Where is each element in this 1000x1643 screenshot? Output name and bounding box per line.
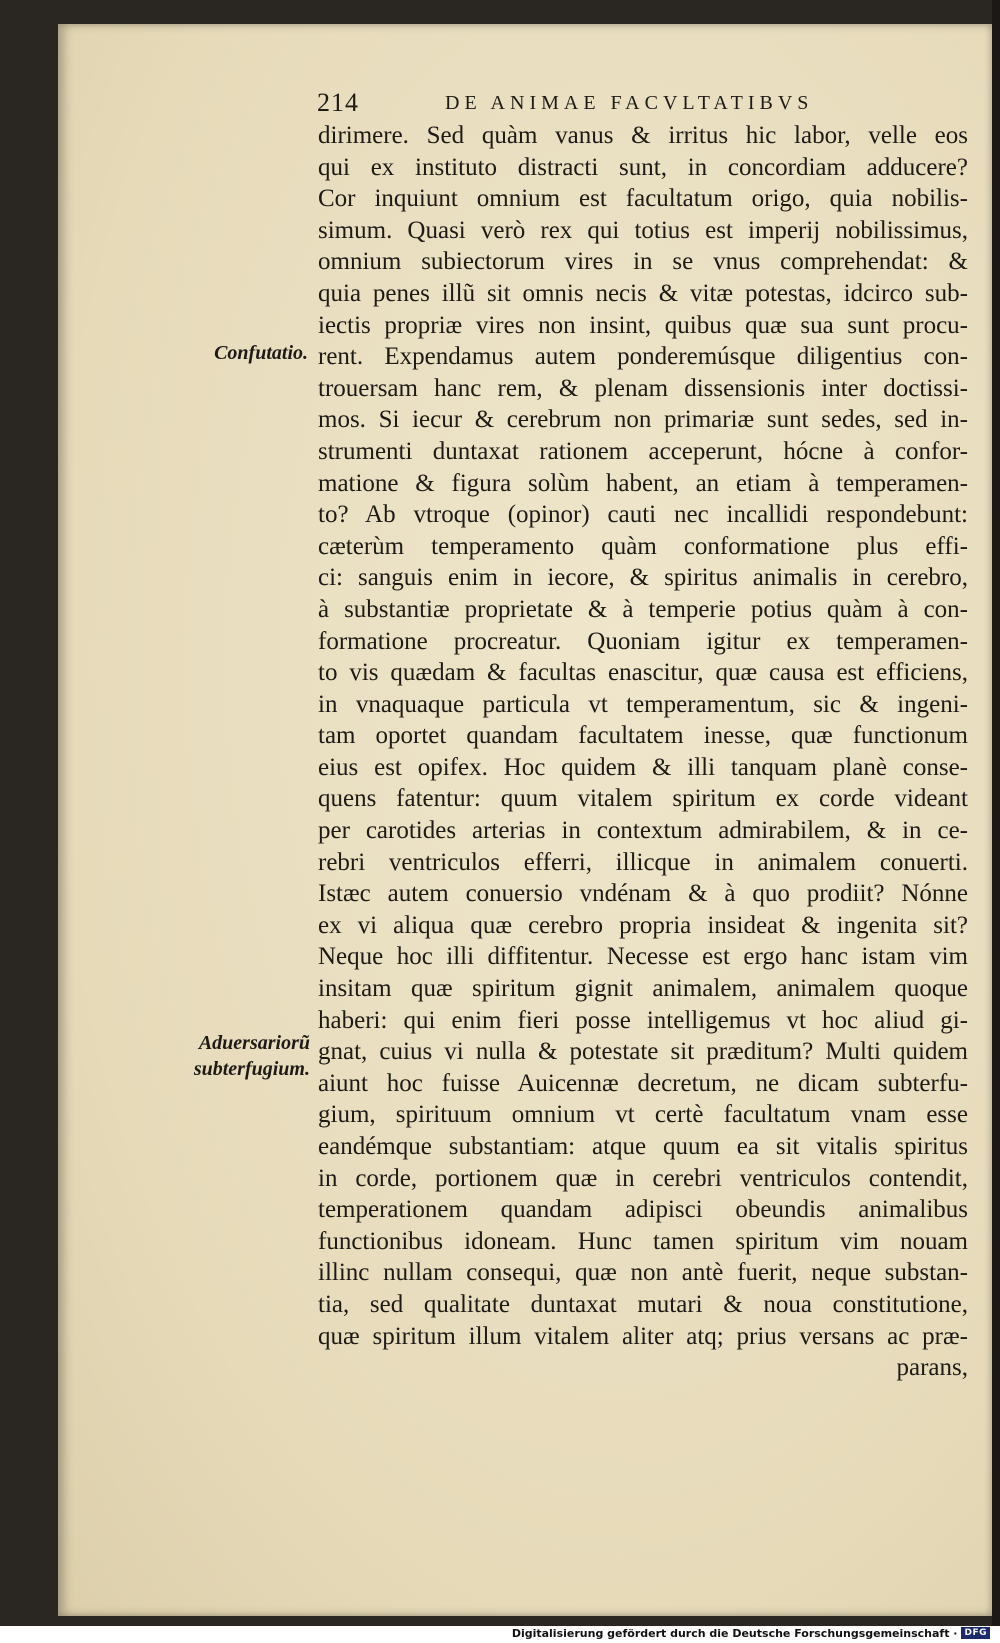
digitization-footer [512,1626,990,1640]
text-line: ci: sanguis enim in iecore, & spiritus animalis in cerebro, [318,564,968,592]
text-line: tam oportet quandam facultatem inesse, quæ functionum [318,722,968,750]
text-line: gnat, cuius vi nulla & potestate sit præditum? Multi quidem [318,1038,968,1066]
text-line: Istæc autem conuersio vndénam & à quo prodiit? Nónne [318,880,968,908]
text-line: mos. Si iecur & cerebrum non primariæ sunt sedes, sed in- [318,406,968,434]
text-line: omnium subiectorum vires in se vnus comprehendat: & [318,248,968,276]
text-line: simum. Quasi verò rex qui totius est imperij nobilissimus, [318,216,968,244]
text-line: Neque hoc illi diffitentur. Necesse est ergo hanc istam vim [318,943,968,971]
text-line: insitam quæ spiritum gignit animalem, animalem quoque [318,975,968,1003]
text-line: rebri ventriculos efferri, illicque in animalem conuerti. [318,848,968,876]
text-line: to vis quædam & facultas enascitur, quæ causa est efficiens, [318,659,968,687]
dfg-logo-icon: DFG [961,1627,990,1639]
text-line: haberi: qui enim fieri posse intelligemus vt hoc aliud gi- [318,1006,968,1034]
text-line: cæterùm temperamento quàm conformatione plus effi- [318,532,968,560]
text-line: gium, spirituum omnium vt certè facultatum vnam esse [318,1101,968,1129]
catchword: parans, [896,1354,968,1382]
margin-note-text: subterfugium. [193,1058,310,1080]
text-line: temperationem quandam adipisci obeundis animalibus [318,1196,968,1224]
margin-note-confutatio [186,340,308,366]
body-text [318,120,968,1384]
margin-note-text: Aduersariorũ [198,1032,310,1054]
text-line: formatione procreatur. Quoniam igitur ex temperamen- [318,627,968,655]
margin-note-text: Confutatio. [214,342,308,364]
running-header [317,88,857,122]
text-line: trouersam hanc rem, & plenam dissensionis inter doctissi- [318,374,968,402]
text-line: in vnaquaque particula vt temperamentum, sic & ingeni- [318,690,968,718]
text-line: Cor inquiunt omnium est facultatum origo, quia nobilis- [318,185,968,213]
page-edge-shadow [992,0,1000,1626]
footer-text: Digitalisierung gefördert durch die Deutsche Forschungsgemeinschaft · [511,1626,958,1640]
text-line: eandémque substantiam: atque quum ea sit vitalis spiritus [318,1133,968,1160]
text-line: illinc nullam consequi, quæ non antè fuerit, neque substan- [318,1259,968,1287]
text-line: tia, sed qualitate duntaxat mutari & noua constitutione, [318,1290,968,1318]
text-line: rent. Expendamus autem ponderemúsque diligentius con- [318,343,968,371]
text-line: per carotides arterias in contextum admirabilem, & in ce- [318,817,968,845]
running-title: DE ANIMAE FACVLTATIBVS [445,92,814,114]
margin-note-aduersariorum [162,1030,310,1082]
page-number: 214 [317,88,359,117]
text-line: qui ex instituto distracti sunt, in concordiam adducere? [318,153,968,181]
text-line: dirimere. Sed quàm vanus & irritus hic labor, velle eos [318,122,968,149]
text-line: matione & figura solùm habent, an etiam à temperamen- [318,469,968,497]
text-line: quens fatentur: quum vitalem spiritum ex corde videant [318,785,968,813]
text-line: functionibus idoneam. Hunc tamen spiritum vim nouam [318,1227,968,1255]
text-line: à substantiæ proprietate & à temperie potius quàm à con- [318,595,968,623]
text-line: ex vi aliqua quæ cerebro propria insideat & ingenita sit? [318,911,968,939]
text-line: eius est opifex. Hoc quidem & illi tanquam planè conse- [318,753,968,781]
text-line: aiunt hoc fuisse Auicennæ decretum, ne dicam subterfu- [318,1069,968,1097]
text-line: quia penes illũ sit omnis necis & vitæ potestas, idcirco sub- [318,279,968,307]
text-line: to? Ab vtroque (opinor) cauti nec incallidi respondebunt: [318,501,968,529]
text-line: quæ spiritum illum vitalem aliter atq; prius versans ac præ- [318,1322,968,1350]
text-line: in corde, portionem quæ in cerebri ventriculos contendit, [318,1164,968,1192]
text-line: iectis propriæ vires non insint, quibus quæ sua sunt procu- [318,311,968,339]
text-line: strumenti duntaxat rationem acceperunt, hócne à confor- [318,437,968,465]
